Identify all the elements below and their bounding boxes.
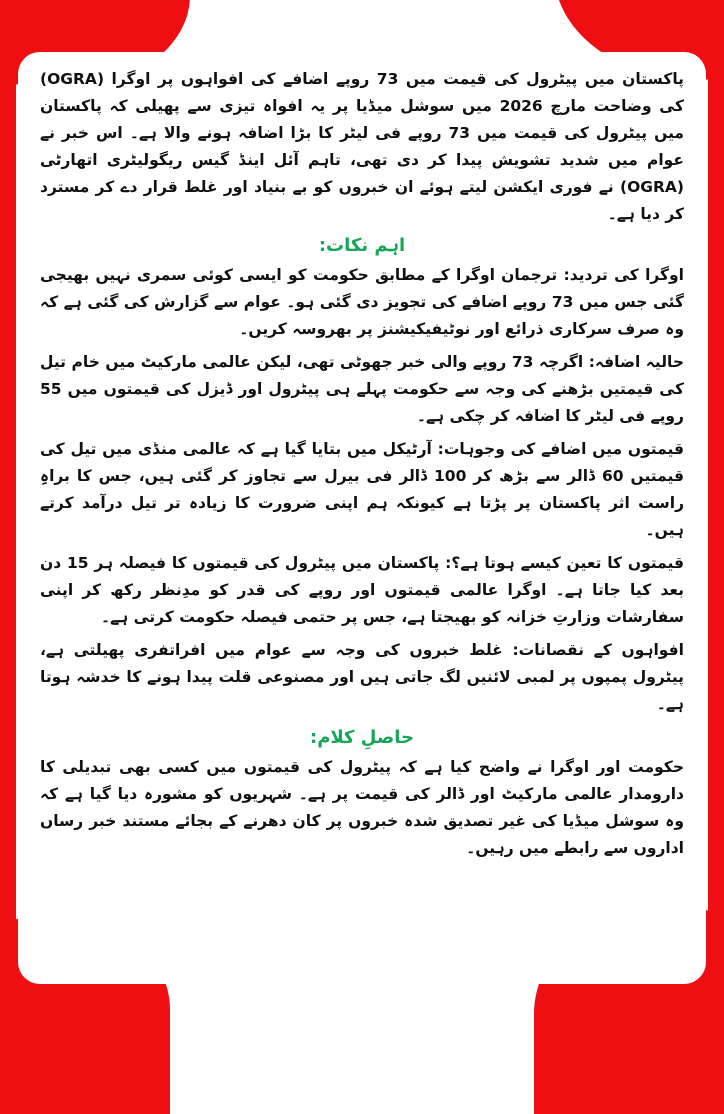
frame-left-edge bbox=[0, 0, 16, 1024]
key-points-heading: اہم نکات: bbox=[318, 235, 406, 256]
key-point: افواہوں کے نقصانات: غلط خبروں کی وجہ سے عوام میں افراتفری پھیلتی ہے، پیٹرول پمپوں پر لمبی لائنیں لگ جاتی ہیں اور مصنوعی قلت پیدا ہونے کا خدشہ ہوتا ہے۔ bbox=[40, 641, 684, 713]
key-point: حالیہ اضافہ: اگرچہ 73 روپے والی خبر جھوٹی تھی، لیکن عالمی مارکیٹ میں خام تیل کی قیمتیں بڑھنے کی وجہ سے حکومت پہلے ہی پیٹرول اور ڈیزل کی قیمتوں میں 55 روپے فی لیٹر کا اضافہ کر چکی ہے۔ bbox=[40, 353, 685, 425]
intro-paragraph: پاکستان میں پیٹرول کی قیمت میں 73 روپے اضافے کی افواہوں پر اوگرا (OGRA) کی وضاحت مارچ 2026 میں سوشل میڈیا پر یہ افواہ تیزی سے پھیلی کہ پاکستان میں پیٹرول کی قیمت میں 73 روپے فی لیٹر کا بڑا اضافہ ہونے والا ہے۔ اس خبر نے عوام میں شدید تشویش پیدا کر دی تھی، تاہم آئل اینڈ گیس ریگولیٹری اتھارٹی (OGRA) نے فوری ایکشن لیتے ہوئے ان خبروں کو بے بنیاد اور غلط قرار دے کر مسترد کر دیا ہے۔ bbox=[40, 70, 684, 223]
conclusion-heading: حاصلِ کلام: bbox=[310, 727, 414, 748]
key-point: قیمتوں کا تعین کیسے ہوتا ہے؟: پاکستان میں پیٹرول کی قیمتوں کا فیصلہ ہر 15 دن بعد کیا جاتا ہے۔ اوگرا عالمی قیمتوں اور روپے کی قدر کو مدِنظر رکھ کر اپنی سفارشات وزارتِ خزانہ کو بھیجتا ہے، جس پر حتمی فیصلہ حکومت کرتی ہے۔ bbox=[40, 554, 684, 626]
key-point: اوگرا کی تردید: ترجمان اوگرا کے مطابق حکومت کو ایسی کوئی سمری نہیں بھیجی گئی جس میں 73 روپے اضافے کی تجویز دی گئی ہو۔ عوام سے گزارش کی گئی ہے کہ وہ صرف سرکاری ذرائع اور نوٹیفیکیشنز پر بھروسہ کریں۔ bbox=[40, 266, 684, 338]
article-body bbox=[40, 66, 684, 986]
conclusion-paragraph: حکومت اور اوگرا نے واضح کیا ہے کہ پیٹرول کی قیمتوں میں کسی بھی تبدیلی کا دارومدار عالمی مارکیٹ اور ڈالر کی قیمت پر ہے۔ شہریوں کو مشورہ دیا گیا ہے کہ وہ سوشل میڈیا کی غیر تصدیق شدہ خبروں پر کان دھرنے کے بجائے مستند خبر رساں اداروں سے رابطے میں رہیں۔ bbox=[40, 758, 684, 857]
frame-right-edge bbox=[708, 0, 724, 1024]
key-point: قیمتوں میں اضافے کی وجوہات: آرٹیکل میں بتایا گیا ہے کہ عالمی منڈی میں تیل کی قیمتیں 60 ڈالر سے بڑھ کر 100 ڈالر فی بیرل سے تجاوز کر گئی ہیں، جس کا براہِ راست اثر پاکستان پر پڑتا ہے کیونکہ ہم اپنی ضرورت کا زیادہ تر تیل درآمد کرتے ہیں۔ bbox=[40, 440, 684, 539]
